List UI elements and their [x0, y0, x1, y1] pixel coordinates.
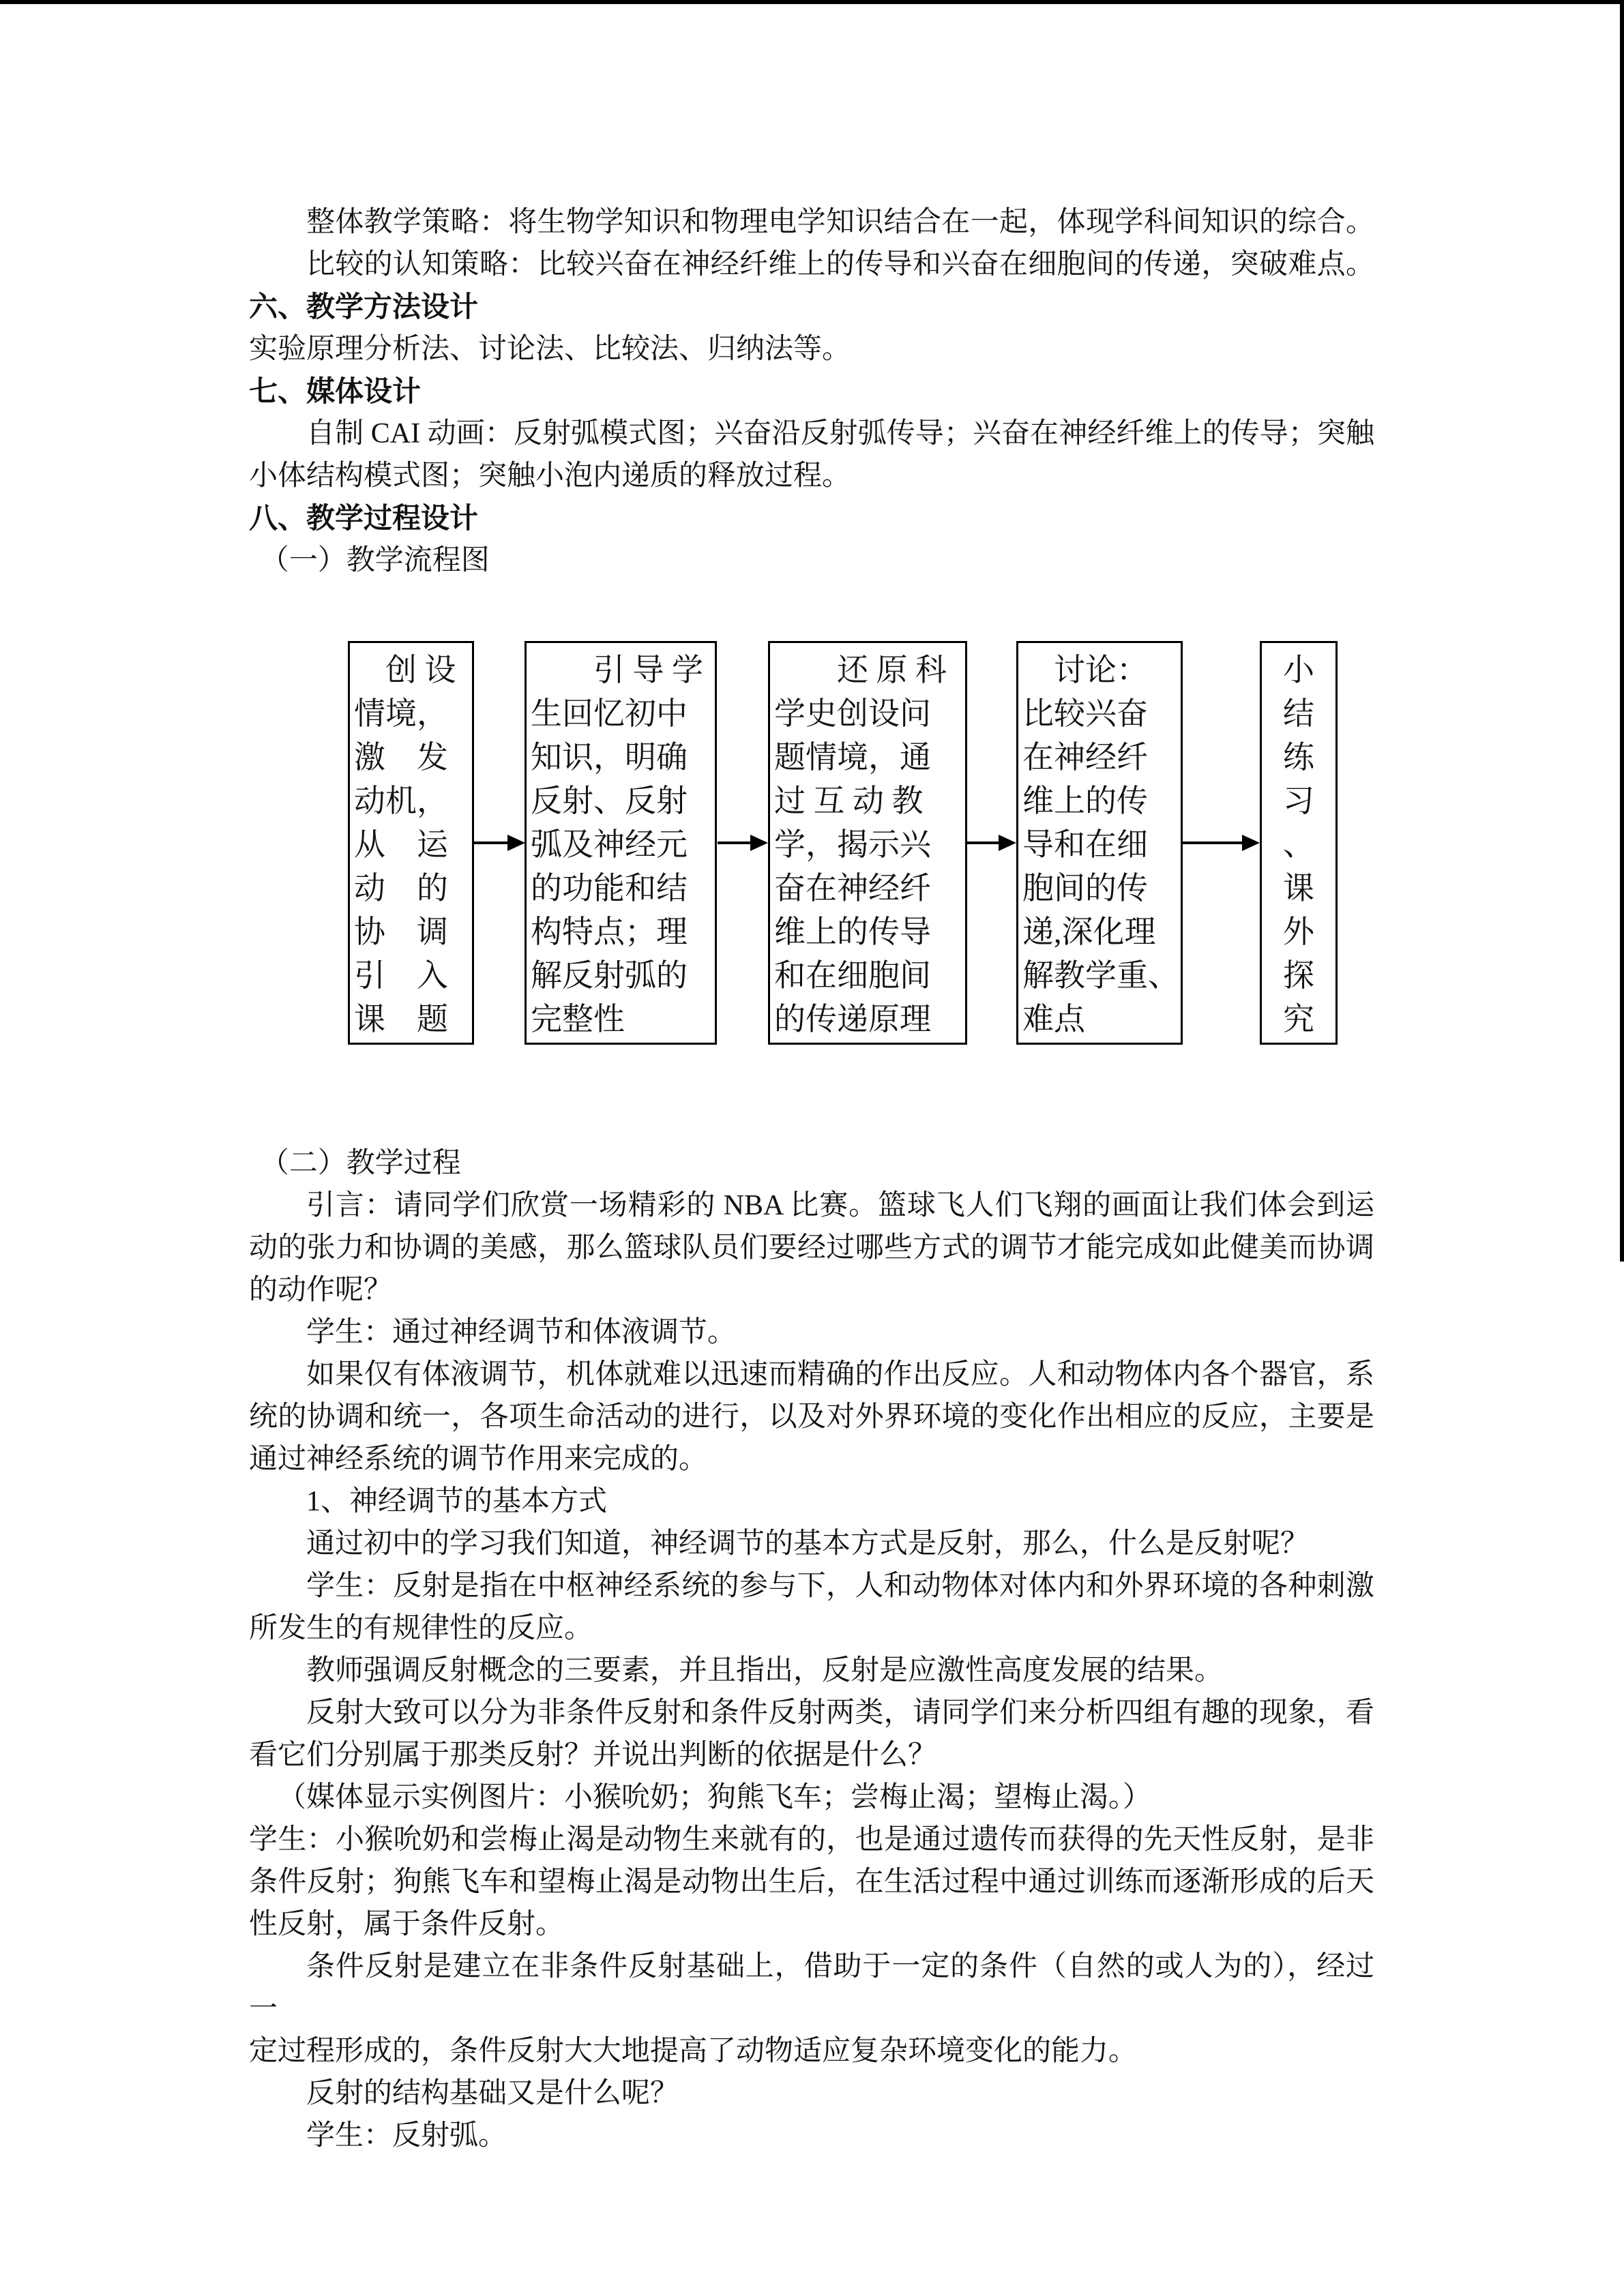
flow-box-line: 知识，明确 — [531, 740, 688, 775]
flow-box-line: 解教学重、 — [1022, 958, 1179, 993]
flow-box-line: 的功能和结 — [531, 871, 688, 906]
flow-box-line: 动机， — [354, 784, 448, 818]
text-line: 教师强调反射概念的三要素，并且指出，反射是应激性高度发展的结果。 — [306, 1655, 1224, 1686]
text-block-top — [249, 201, 1374, 582]
text-line: 1、神经调节的基本方式 — [306, 1486, 608, 1517]
flow-box-line: 还 原 科 — [774, 653, 947, 687]
flow-box-line: 题情境，通 — [774, 740, 931, 775]
text-line: 六、教学方法设计 — [249, 290, 479, 323]
flow-box-line: 构特点；理 — [531, 914, 688, 949]
document-content — [249, 201, 1374, 2157]
flow-box-line: 奋在神经纤 — [774, 871, 931, 906]
arrow-shaft — [967, 841, 1003, 844]
flow-box-line: 结 — [1283, 696, 1314, 731]
flow-box-line: 究 — [1283, 1002, 1314, 1037]
text-line: 性反射，属于条件反射。 — [249, 1909, 565, 1940]
arrow-head — [1242, 835, 1260, 851]
teaching-flowchart — [249, 582, 1374, 1142]
flow-box-line: 完整性 — [531, 1002, 625, 1037]
flow-box-line: 的传递原理 — [774, 1002, 931, 1037]
flow-box-line: 外 — [1283, 914, 1314, 949]
flow-box-line: 小 — [1283, 653, 1314, 687]
text-line: 动的张力和协调的美感，那么篮球队员们要经过哪些方式的调节才能完成如此健美而协调 — [249, 1232, 1374, 1264]
text-line: 统的协调和统一，各项生命活动的进行，以及对外界环境的变化作出相应的反应，主要是 — [249, 1401, 1374, 1433]
flow-box-line: 导和在细 — [1022, 827, 1148, 862]
flow-box-science-history — [768, 641, 967, 1045]
flow-box-line: 弧及神经元 — [531, 827, 688, 862]
flow-box-line: 在神经纤 — [1022, 740, 1148, 775]
flow-box-line: 维上的传导 — [774, 914, 931, 949]
text-line: 引言：请同学们欣赏一场精彩的 NBA 比赛。篮球飞人们飞翔的画面让我们体会到运 — [306, 1190, 1374, 1221]
flow-box-line: 和在细胞间 — [774, 958, 931, 993]
text-line: 条件反射；狗熊飞车和望梅止渴是动物出生后，在生活过程中通过训练而逐渐形成的后天 — [249, 1866, 1374, 1898]
flow-box-line: 学，揭示兴 — [774, 827, 931, 862]
text-line: （媒体显示实例图片：小猴吮奶；狗熊飞车；尝梅止渴；望梅止渴。） — [278, 1782, 1152, 1813]
scan-edge-top — [0, 0, 1624, 4]
flow-box-line: 、 — [1283, 827, 1314, 862]
text-line: 反射的结构基础又是什么呢？ — [306, 2078, 679, 2109]
flow-box-line: 讨论： — [1022, 653, 1148, 687]
text-line: 七、媒体设计 — [249, 375, 422, 407]
flow-box-line: 过 互 动 教 — [774, 784, 924, 818]
text-line: （一）教学流程图 — [260, 545, 490, 576]
text-line: 八、教学过程设计 — [249, 502, 479, 534]
flow-box-line: 胞间的传 — [1022, 871, 1148, 906]
flow-box-line: 学史创设问 — [774, 696, 931, 731]
flow-box-summary — [1260, 641, 1338, 1045]
text-line: 通过初中的学习我们知道，神经调节的基本方式是反射，那么，什么是反射呢？ — [306, 1528, 1310, 1560]
text-line: 学生：反射是指在中枢神经系统的参与下，人和动物体对体内和外界环境的各种刺激 — [306, 1570, 1374, 1602]
flow-box-line: 练 — [1283, 740, 1314, 775]
flow-box-line: 动 的 — [354, 871, 448, 906]
text-line: 实验原理分析法、讨论法、比较法、归纳法等。 — [249, 333, 851, 365]
text-line: 小体结构模式图；突触小泡内递质的释放过程。 — [249, 460, 851, 492]
arrow-shaft — [1183, 841, 1246, 844]
flow-box-line: 课 — [1283, 871, 1314, 906]
text-line: （二）教学过程 — [260, 1148, 461, 1179]
flow-box-discussion — [1016, 641, 1183, 1045]
flow-box-line: 生回忆初中 — [531, 696, 688, 731]
text-line: 整体教学策略：将生物学知识和物理电学知识结合在一起，体现学科间知识的综合。 — [306, 207, 1374, 238]
text-line: 比较的认知策略：比较兴奋在神经纤维上的传导和兴奋在细胞间的传递，突破难点。 — [306, 249, 1374, 280]
arrow-head — [507, 835, 525, 851]
flow-box-line: 创 设 — [354, 653, 456, 687]
text-line: 的动作呢？ — [249, 1274, 393, 1306]
flow-box-line: 探 — [1283, 958, 1314, 993]
flow-box-line: 解反射弧的 — [531, 958, 688, 993]
scan-edge-right — [1620, 0, 1624, 1262]
flow-box-line: 比较兴奋 — [1022, 696, 1148, 731]
flow-box-line: 激 发 — [354, 740, 448, 775]
flow-box-line: 从 运 — [354, 827, 448, 862]
flow-box-line: 情境， — [354, 696, 448, 731]
text-line: 看它们分别属于那类反射？并说出判断的依据是什么？ — [249, 1740, 937, 1771]
text-line: 学生：反射弧。 — [306, 2120, 507, 2151]
text-line: 反射大致可以分为非条件反射和条件反射两类，请同学们来分析四组有趣的现象，看 — [306, 1697, 1374, 1729]
text-line: 如果仅有体液调节，机体就难以迅速而精确的作出反应。人和动物体内各个器官，系 — [306, 1359, 1374, 1390]
text-line: 条件反射是建立在非条件反射基础上，借助于一定的条件（自然的或人为的），经过一 — [249, 1951, 1374, 2025]
flow-box-create-situation — [348, 641, 474, 1045]
flow-box-line: 引 导 学 — [531, 653, 703, 687]
text-line: 通过神经系统的调节作用来完成的。 — [249, 1444, 708, 1475]
text-block-bottom — [249, 1142, 1374, 2157]
text-line: 学生：小猴吮奶和尝梅止渴是动物生来就有的，也是通过遗传而获得的先天性反射，是非 — [249, 1824, 1374, 1855]
arrow-head — [999, 835, 1016, 851]
flow-box-guide-recall — [525, 641, 717, 1045]
arrow-head — [750, 835, 768, 851]
text-line: 学生：通过神经调节和体液调节。 — [306, 1317, 737, 1348]
text-line: 所发生的有规律性的反应。 — [249, 1613, 593, 1644]
flow-box-line: 递,深化理 — [1022, 914, 1156, 949]
flow-box-line: 课 题 — [354, 1002, 448, 1037]
flow-box-line: 维上的传 — [1022, 784, 1148, 818]
arrow-shaft — [718, 841, 754, 844]
text-line: 自制 CAI 动画：反射弧模式图；兴奋沿反射弧传导；兴奋在神经纤维上的传导；突触 — [306, 418, 1374, 449]
flow-box-line: 习 — [1283, 784, 1314, 818]
flow-box-line: 协 调 — [354, 914, 448, 949]
flow-box-line: 难点 — [1022, 1002, 1085, 1037]
text-line: 定过程形成的，条件反射大大地提高了动物适应复杂环境变化的能力。 — [249, 2036, 1138, 2067]
arrow-shaft — [474, 841, 512, 844]
flow-box-line: 反射、反射 — [531, 784, 688, 818]
flow-box-line: 引 入 — [354, 958, 448, 993]
